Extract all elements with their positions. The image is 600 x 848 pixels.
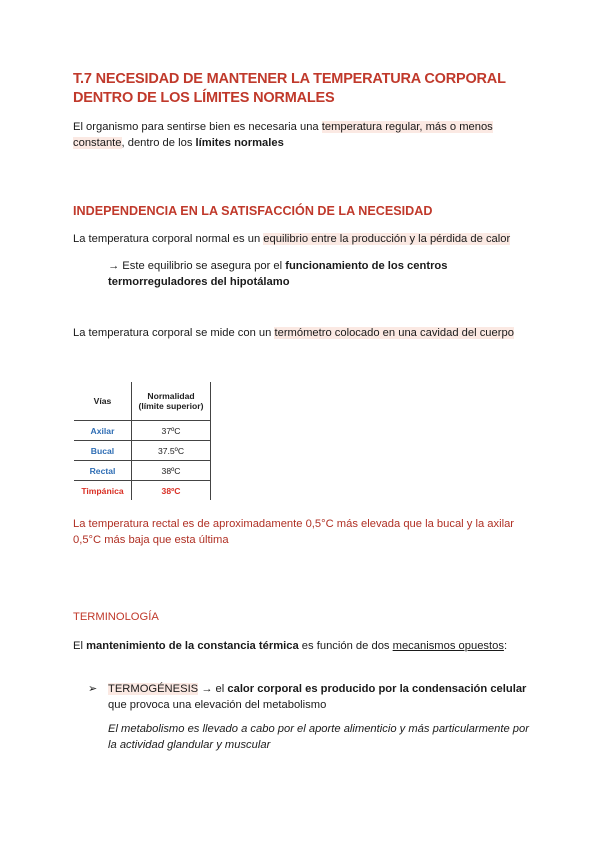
header-vias: Vías — [74, 382, 132, 421]
terminologia-paragraph — [73, 638, 543, 654]
via-cell: Bucal — [74, 441, 132, 461]
termometro-paragraph — [73, 325, 543, 341]
termometro-text: La temperatura corporal se mide con un — [73, 327, 275, 339]
page-title — [73, 70, 543, 108]
table-row — [74, 481, 211, 501]
termogenesis-item — [108, 681, 548, 713]
intro-highlight: temperatura regular, más o menos constante — [73, 121, 493, 149]
metabolismo-line-2: la actividad glandular y muscular — [108, 739, 271, 751]
table-row — [74, 461, 211, 481]
via-cell: Axilar — [74, 421, 132, 441]
termogenesis-bold: calor corporal es producido por la condensación celular — [227, 683, 527, 695]
table-header-row — [74, 382, 211, 421]
page-title-line-2: DENTRO DE LOS LÍMITES NORMALES — [73, 90, 335, 106]
intro-text-a: El organismo para sentirse bien es necesaria una — [73, 121, 322, 133]
hipotalamo-note — [108, 258, 528, 290]
term-colon: : — [503, 640, 508, 652]
section-heading-independencia: INDEPENDENCIA EN LA SATISFACCIÓN DE LA NECESIDAD — [73, 204, 433, 218]
hipotalamo-arrow-text: → Este equilibrio se asegura por el — [108, 260, 286, 272]
term-underlined: mecanismos opuestos — [392, 640, 504, 652]
metabolismo-line-1: El metabolismo es llevado a cabo por el aporte alimenticio y más particularmente por — [108, 723, 529, 735]
header-normalidad-line-1: Normalidad — [147, 391, 195, 401]
bullet-arrow-icon: ➢ — [88, 683, 98, 695]
equilibrio-paragraph — [73, 231, 543, 247]
page-title-line-1: T.7 NECESIDAD DE MANTENER LA TEMPERATURA CORPORAL — [73, 71, 506, 87]
rectal-note — [73, 516, 553, 548]
header-normalidad-line-2: (límite superior) — [138, 401, 204, 411]
equilibrio-highlight: equilibrio entre la producción y la pérdida de calor — [263, 233, 511, 245]
metabolismo-note — [108, 721, 548, 753]
termogenesis-line-2: que provoca una elevación del metabolismo — [108, 699, 327, 711]
table-row — [74, 421, 211, 441]
term-bold: mantenimiento de la constancia térmica — [86, 640, 299, 652]
value-cell: 38ºC — [132, 461, 211, 481]
vias-table — [74, 382, 211, 500]
rectal-note-line-2: 0,5°C más baja que esta última — [73, 534, 229, 546]
via-cell: Rectal — [74, 461, 132, 481]
equilibrio-text: La temperatura corporal normal es un — [73, 233, 264, 245]
intro-text-c: , dentro de los — [121, 137, 196, 149]
termogenesis-arrow: → el — [198, 683, 228, 695]
terminologia-heading: TERMINOLOGÍA — [73, 611, 159, 623]
hipotalamo-bold-1: funcionamiento de los centros — [285, 260, 448, 272]
hipotalamo-bold-2: termorreguladores del hipotálamo — [108, 276, 290, 288]
term-text-c: es función de dos — [298, 640, 393, 652]
rectal-note-line-1: La temperatura rectal es de aproximadamente 0,5°C más elevada que la bucal y la axilar — [73, 518, 515, 530]
intro-paragraph — [73, 119, 513, 151]
table-row — [74, 441, 211, 461]
header-normalidad — [132, 382, 211, 421]
value-cell: 37ºC — [132, 421, 211, 441]
termometro-highlight: termómetro colocado en una cavidad del cuerpo — [274, 327, 514, 339]
value-cell: 37.5ºC — [132, 441, 211, 461]
value-cell: 38ºC — [132, 481, 211, 501]
termogenesis-term: TERMOGÉNESIS — [108, 683, 199, 695]
via-cell: Timpánica — [81, 485, 124, 496]
term-text-a: El — [73, 640, 87, 652]
intro-bold: límites normales — [195, 137, 284, 149]
